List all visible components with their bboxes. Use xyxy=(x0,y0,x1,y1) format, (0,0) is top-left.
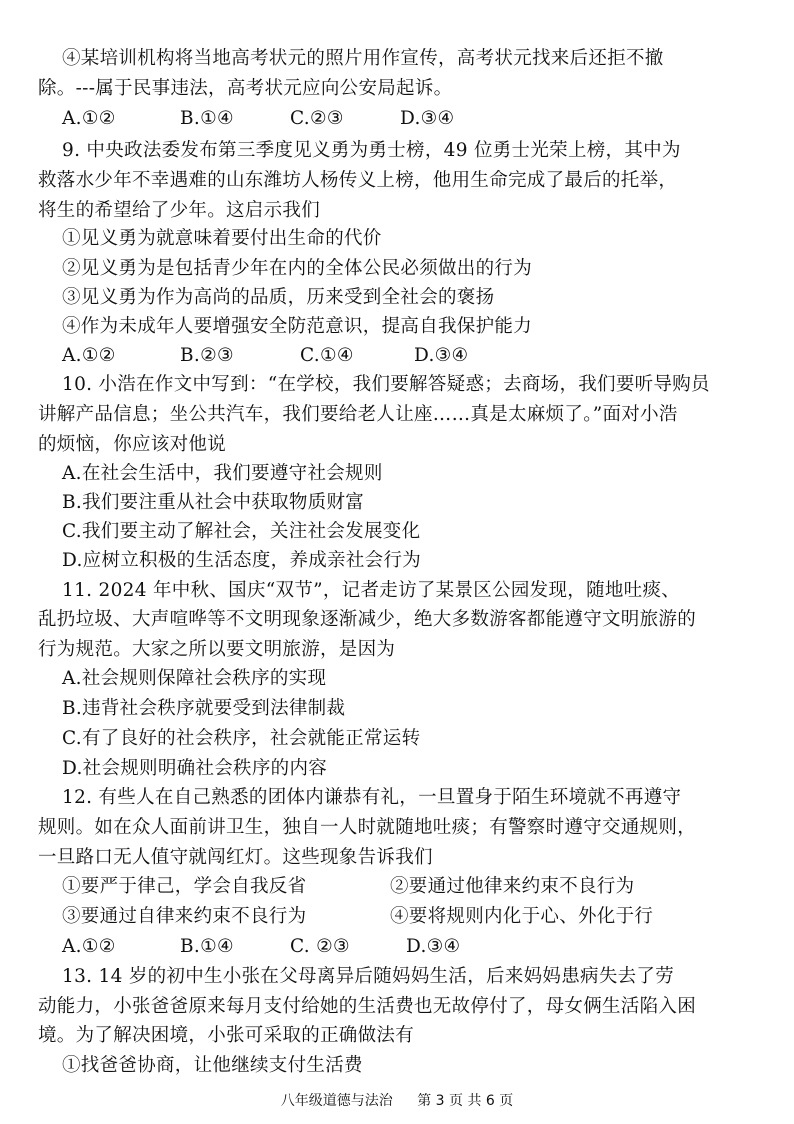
q11-stem-line1: 11. 2024 年中秋、国庆“双节”，记者走访了某景区公园发现，随地吐痰、 xyxy=(62,580,681,601)
q9-item-4: ④作为未成年人要增强安全防范意识，提高自我保护能力 xyxy=(62,316,533,337)
q8-option-a: A.①② xyxy=(62,108,116,129)
q10-stem-line3: 的烦恼，你应该对他说 xyxy=(38,434,227,455)
q9-option-a: A.①② xyxy=(62,345,116,366)
q9-option-c: C.①④ xyxy=(300,345,354,366)
footer-subject: 八年级道德与法治 xyxy=(280,1093,393,1109)
q9-option-b: B.②③ xyxy=(180,345,234,366)
footer-page-number: 第 3 页 共 6 页 xyxy=(417,1093,514,1109)
q12-item-3: ③要通过自律来约束不良行为 xyxy=(62,906,307,927)
q9-item-3: ③见义勇为作为高尚的品质，历来受到全社会的褒扬 xyxy=(62,287,495,308)
q9-stem-line3: 将生的希望给了少年。这启示我们 xyxy=(38,200,321,221)
q12-item-2: ②要通过他律来约束不良行为 xyxy=(390,876,635,897)
q8-option-c: C.②③ xyxy=(290,108,344,129)
q12-item-1: ①要严于律己，学会自我反省 xyxy=(62,876,307,897)
page-footer xyxy=(0,1090,794,1110)
q12-stem-line1: 12. 有些人在自己熟悉的团体内谦恭有礼，一旦置身于陌生环境就不再遵守 xyxy=(62,787,682,808)
q12-option-a: A.①② xyxy=(62,936,116,957)
q11-choice-a: A.社会规则保障社会秩序的实现 xyxy=(62,668,327,689)
q12-option-b: B.①④ xyxy=(180,936,234,957)
q12-stem-line3: 一旦路口无人值守就闯红灯。这些现象告诉我们 xyxy=(38,847,433,868)
q12-stem-line2: 规则。如在众人面前讲卫生，独自一人时就随地吐痰；有警察时遵守交通规则， xyxy=(38,817,697,838)
q12-items-row1 xyxy=(62,874,742,900)
q9-item-2: ②见义勇为是包括青少年在内的全体公民必须做出的行为 xyxy=(62,258,533,279)
q9-item-1: ①见义勇为就意味着要付出生命的代价 xyxy=(62,228,382,249)
q13-item-1: ①找爸爸协商，让他继续支付生活费 xyxy=(62,1055,363,1076)
q9-options xyxy=(62,343,742,369)
q10-choice-b: B.我们要注重从社会中获取物质财富 xyxy=(62,492,365,513)
q9-option-d: D.③④ xyxy=(414,345,469,366)
q10-choice-d: D.应树立积极的生活态度，养成亲社会行为 xyxy=(62,550,422,571)
q12-option-d: D.③④ xyxy=(406,936,461,957)
q13-stem-line3: 境。为了解决困境，小张可采取的正确做法有 xyxy=(38,1025,415,1046)
q12-items-row2 xyxy=(62,904,742,930)
q11-stem-line3: 行为规范。大家之所以要文明旅游，是因为 xyxy=(38,639,396,660)
q8-option-b: B.①④ xyxy=(180,108,234,129)
q11-choice-b: B.违背社会秩序就要受到法律制裁 xyxy=(62,698,346,719)
q10-stem-line2: 讲解产品信息；坐公共汽车，我们要给老人让座……真是太麻烦了。”面对小浩 xyxy=(38,404,678,425)
q10-stem-line1: 10. 小浩在作文中写到：“在学校，我们要解答疑惑；去商场，我们要听导购员 xyxy=(62,374,710,395)
q8-option-d: D.③④ xyxy=(400,108,455,129)
q10-choice-c: C.我们要主动了解社会，关注社会发展变化 xyxy=(62,521,421,542)
q13-stem-line2: 动能力，小张爸爸原来每月支付给她的生活费也无故停付了，母女俩生活陷入困 xyxy=(38,996,697,1017)
q11-choice-c: C.有了良好的社会秩序，社会就能正常运转 xyxy=(62,728,421,749)
q8-item-4-line2: 除。---属于民事违法，高考状元应向公安局起诉。 xyxy=(38,78,453,99)
q9-stem-line1: 9. 中央政法委发布第三季度见义勇为勇士榜，49 位勇士光荣上榜，其中为 xyxy=(62,140,681,161)
q12-item-4: ④要将规则内化于心、外化于行 xyxy=(390,906,654,927)
q8-options xyxy=(62,106,742,132)
q11-choice-d: D.社会规则明确社会秩序的内容 xyxy=(62,758,328,779)
q9-stem-line2: 救落水少年不幸遇难的山东潍坊人杨传义上榜，他用生命完成了最后的托举， xyxy=(38,170,678,191)
q13-stem-line1: 13. 14 岁的初中生小张在父母离异后随妈妈生活，后来妈妈患病失去了劳 xyxy=(62,966,675,987)
q8-item-4-line1: ④某培训机构将当地高考状元的照片用作宣传，高考状元找来后还拒不撤 xyxy=(62,48,664,69)
q12-options xyxy=(62,934,742,960)
q11-stem-line2: 乱扔垃圾、大声喧哗等不文明现象逐渐减少，绝大多数游客都能遵守文明旅游的 xyxy=(38,609,697,630)
q12-option-c: C. ②③ xyxy=(290,936,350,957)
q10-choice-a: A.在社会生活中，我们要遵守社会规则 xyxy=(62,463,383,484)
